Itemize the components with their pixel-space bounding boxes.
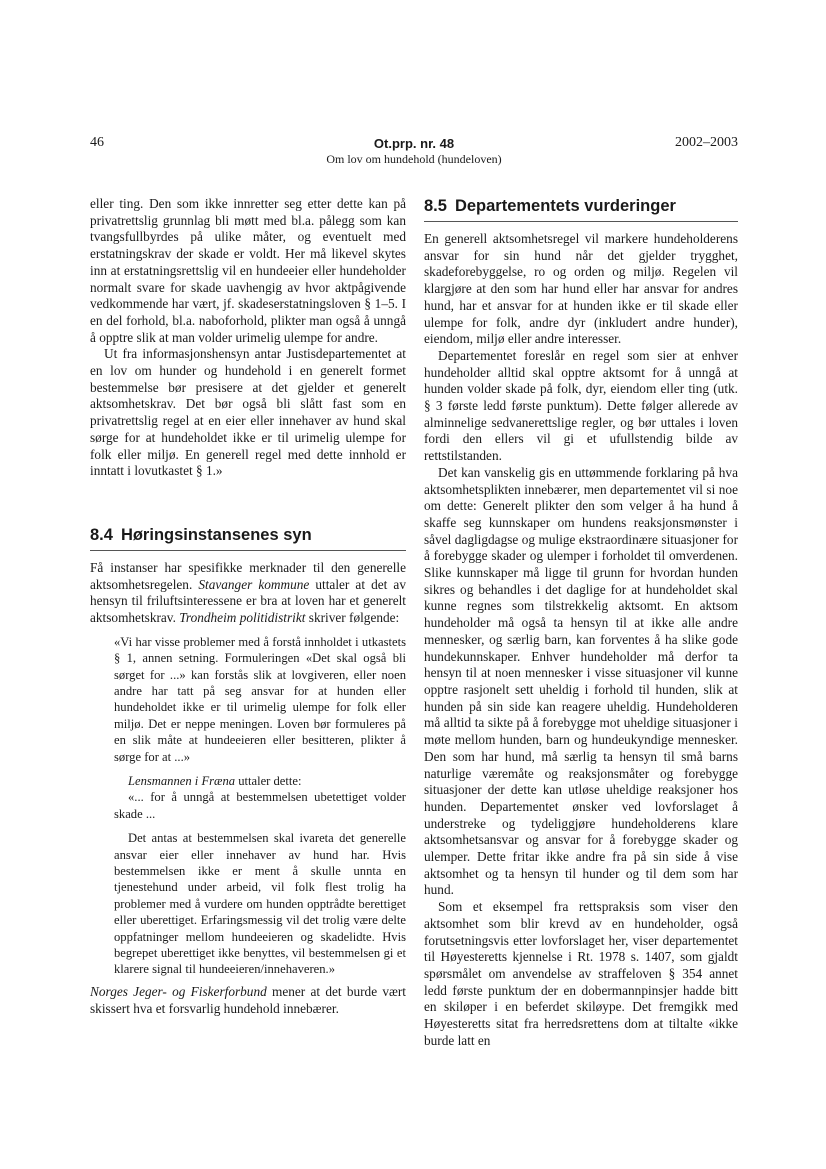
body-paragraph: eller ting. Den som ikke innretter seg etter dette kan på privatrettslig grunnlag bli møtt med bl.a. pålegg som kan tvangsfullbyrdes på ulike måter, og eventuelt med erstatningskrav der skade er voldt. Her må likevel skytes inn at erstatningsrettslig vil en hundeeier eller hundeholder normalt svare for skade uavhengig av hvor aktpågivende vedkommende har vært, jf. skadeserstatningsloven § 1–5. I en del forhold, bl.a. naboforhold, plikter man også å unngå å opptre slik at man volder urimelig ulempe for andre. [90,196,406,345]
body-paragraph: Ut fra informasjonshensyn antar Justisdepartementet at en lov om hunder og hundehold i en generelt formet bestemmelse bør presisere at det gjelder et generelt aktsomhetskrav. Det bør også bli slått fast som en privatrettslig regel at en eier eller innehaver av hund skal sørge for at hundeholdet ikke er til urimelig ulempe for folk eller miljø. En generell regel med dette innhold er inntatt i lovutkastet § 1.» [90,346,406,479]
body-paragraph: Departementet foreslår en regel som sier at enhver hundeholder alltid skal opptre aktsomt for å unngå at hunden volder skade på folk, dyr, eiendom eller ting (utk. § 3 første ledd første punktum). Dette følger allerede av alminnelige sedvanerettslige regler, og bør uttales i loven fordi den ellers vil gi et ufullstendig bilde av rettstilstanden. [424,347,738,464]
body-paragraph [90,984,406,1017]
quote-paragraph: «... for å unngå at bestemmelsen ubetettiget volder skade ... [114,790,406,821]
quote-attribution [114,773,406,789]
document-title: Ot.prp. nr. 48 [373,136,455,151]
text-run: skriver følgende: [305,610,400,626]
text-run: Få instanser har spesifikke merknader til den generelle aktsomhetsregelen. [90,559,406,592]
section-number: 8.5 [424,197,447,215]
section-heading-8-4 [90,525,406,551]
section-heading-8-5 [424,196,738,222]
section-number: 8.4 [90,525,113,544]
body-paragraph [90,560,406,627]
body-paragraph: Som et eksempel fra rettspraksis som viser den aktsomhet som blir krevd av en hundeholder, også forutsetningsvis etter lovforslaget her, viser departementet til Høyesteretts kjennelse i Rt. 1978 s. 1407, som gjaldt spørsmålet om anvendelse av straffeloven § 354 annet ledd første punktum der en dobermannpinsjer hadde bitt en skiløper i en beferdet skiløype. Det fremgikk med Høyesteretts sitat fra herredsrettens dom at tiltalte «ikke burde latt en [424,899,738,1048]
text-run: mener at det burde vært skissert hva et forsvarlig hundehold innebærer. [90,983,406,1016]
page-header [90,135,738,169]
left-column [90,196,406,1017]
document-year: 2002–2003 [675,135,738,150]
text-run: uttaler at det av hensyn til friluftsinteressene er bra at loven har et generelt aktsomhetskrav. [90,576,406,626]
section-title: Høringsinstansenes syn [120,525,312,544]
organisation-name: Norges Jeger- og Fiskerforbund [90,983,267,999]
page-number: 46 [90,135,104,150]
organisation-name: Lensmannen i Fræna [128,774,236,789]
body-paragraph: En generell aktsomhetsregel vil markere hundeholderens ansvar for sin hund når det gjelder trygghet, skadeforebyggelse, ro og orden og miljø. Regelen vil klargjøre at den som har hund eller har ansvar for andres hund, har et ansvar for at hunden ikke er til skade eller ulempe for folk, andre dyr (inkludert andre hunder), eiendom, miljø eller andre interesser. [424,231,738,347]
document-subtitle: Om lov om hundehold (hundeloven) [326,152,502,166]
block-quote [90,634,406,978]
quote-paragraph: Det antas at bestemmelsen skal ivareta det generelle ansvar eier eller innehaver av hund har. Hvis bestemmelsen ikke er ment å skulle unnta en tjenestehund under arbeid, vil folk flest trolig ha problemer med å vurdere om hunden opptrådte berettiget eller uberettiget. Erfaringsmessig vil det trolig være delte oppfatninger mellom hundeeieren og skadelidte. Hvis begrepet uberettiget ikke benyttes, vil bestemmelsen gi et klarere signal til hundeeieren/innehaveren.» [114,831,406,977]
text-run: uttaler dette: [235,774,302,789]
organisation-name: Trondheim politidistrikt [179,610,306,626]
section-title: Departementets vurderinger [454,197,676,215]
body-paragraph: Det kan vanskelig gis en uttømmende forklaring på hva aktsomhetsplikten innebærer, men departementet vil si noe om dette: Generelt plikter den som velger å ha hund å skaffe seg kunnskaper om hundens reaksjonsmønster i såvel dagligdagse og mulige ekstraordinære situasjoner for å forebygge skader og ulemper i forholdet til omverdenen. Slike kunnskaper må ligge til grunn for hvordan hunden sikres og behandles i det daglige for at hundeholdet skal kunne regnes som tilstrekkelig aktsomt. En aktsom hundeholder må også ta hensyn til at ikke alle andre mennesker, og særlig barn, kan forventes å ha slike gode hundekunnskaper. Enhver hundeholder må derfor ta hensyn til at noen mennesker i visse situasjoner vil kunne opptre rasjonelt sett uheldig i forhold til hunden, slik at hunden på sin side kan reagere uheldig. Hundeholderen må alltid ta sikte på å forebygge mot uheldige situasjoner i møte mellom hunden, barn og hundeukyndige mennesker. Den som har hund, må særlig ta hensyn til små barns naturlige væremåte og reaksjonsmåter og forebygge situasjoner der dette kan utløse uheldige reaksjoner hos hunden. Departementet ønsker ved lovforslaget å understreke og tydeliggjøre hundeholderens klare aktsomhetsansvar og ansvar for å forebygge skader og ulemper. Dette fritar ikke andre fra på sin side å vise aktsomhet og ta hensyn til hunder og til dem som har hund. [424,464,738,898]
quote-paragraph: «Vi har visse problemer med å forstå innholdet i utkastets § 1, annen setning. Formuleringen «Det skal også bli sørget for ...» kan forstås slik at lovgiveren, eller noen andre har tatt på seg ansvar for at hunden eller hundeholdet ikke er til urimelig ulempe for folk eller miljø. Det er neppe meningen. Loven bør formuleres på en slik måte at hundeeieren eller besitteren, plikter å sørge for at ...» [114,634,406,764]
organisation-name: Stavanger kommune [198,576,310,592]
right-column [424,196,738,1049]
